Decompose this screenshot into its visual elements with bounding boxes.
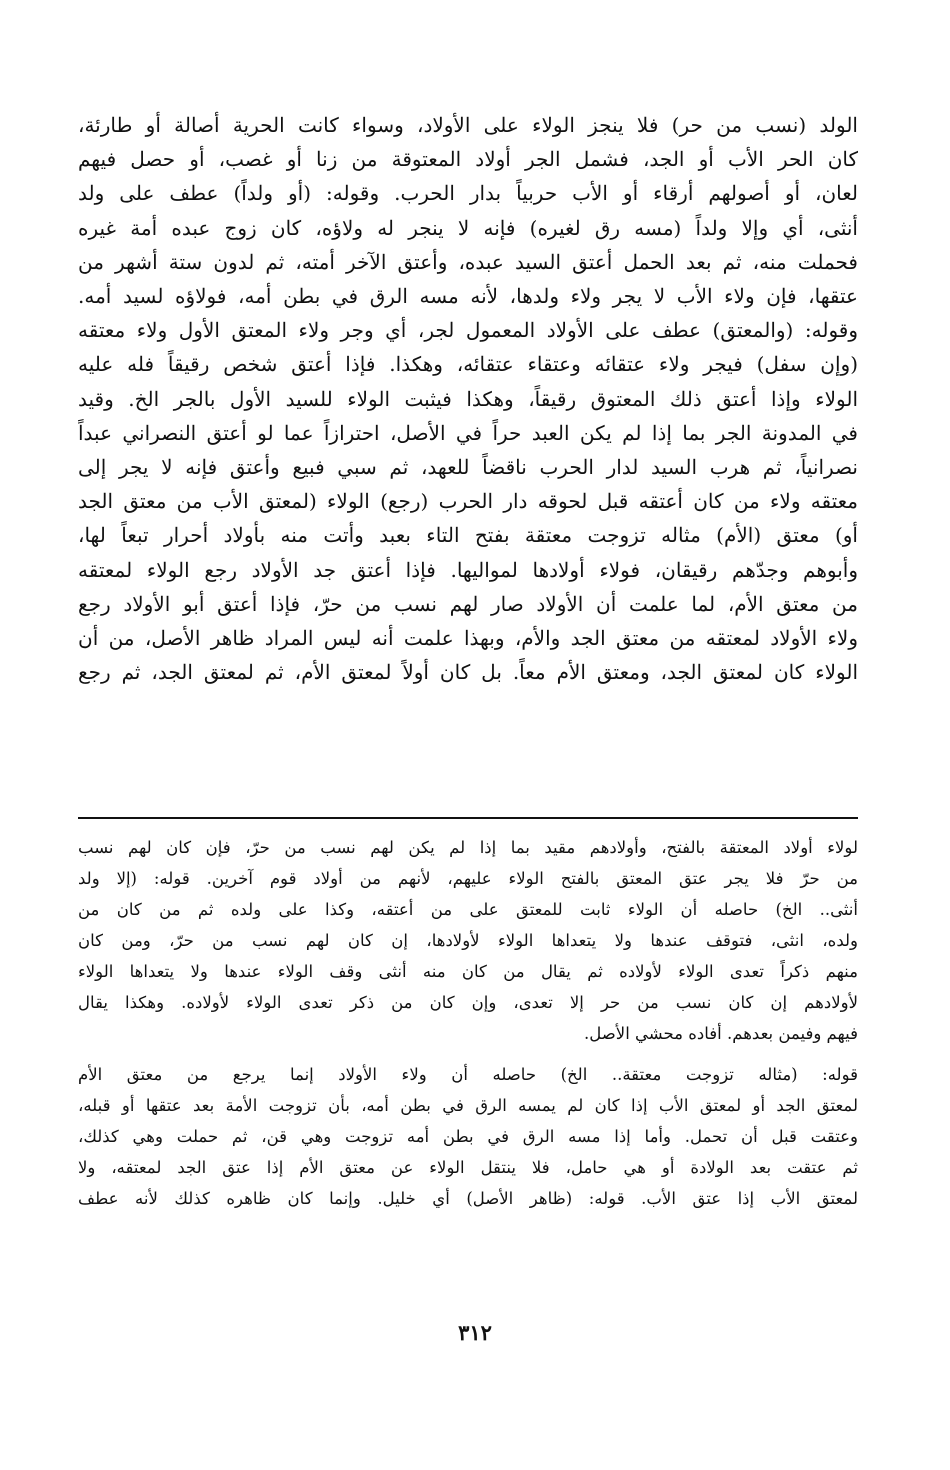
footnote-line: لولاء أولاد المعتقة بالفتح، وأولادهم مقيد بما إذا لم يكن لهم نسب من حرّ، فإن كان لهم نسب [78, 838, 858, 857]
main-text-line: أو) معتق (الأم) مثاله تزوجت معتقة بفتح التاء بعبد وأتت منه بأولاد أحرار تبعاً لها، [78, 523, 858, 548]
footnote-line: لمعتق الأب إذا عتق الأب. قوله: (ظاهر الأصل) أي خليل. وإنما كان ظاهره كذلك لأنه عطف [78, 1189, 858, 1208]
main-text-block [78, 108, 858, 689]
footnote-line: ولده، انثى، فتوقف عندها ولا يتعداها الولاء لأولادها، إن كان لهم نسب من حرّ، ومن كان [78, 931, 858, 950]
main-text-line: نصرانياً، ثم هرب السيد لدار الحرب ناقضاً للعهد، ثم سبي فبيع وأعتق فإنه لا يجر إلى [78, 455, 858, 480]
footnote-2 [78, 1059, 858, 1214]
footnotes-block [78, 832, 858, 1214]
main-text-line: الولاء كان لمعتق الجد، ومعتق الأم معاً. بل كان أولاً لمعتق الأم، ثم لمعتق الجد، ثم رجع [78, 660, 858, 685]
main-text-line: الولاء وإذا أعتق ذلك المعتوق رقيقاً، وهكذا فيثبت الولاء للسيد الأول بالجر الخ. وقيد [78, 386, 858, 411]
footnote-line: من حرّ فلا يجر عتق المعتق بالفتح الولاء عليهم، لأنهم من أولاد قوم آخرين. قوله: (إلا ولد [78, 869, 858, 888]
footnote-line: منهم ذكراً تعدى الولاء لأولاده ثم يقال من كان منه أنثى وقف الولاء عندها ولا يتعداها الولاء [78, 962, 858, 981]
footnote-1 [78, 832, 858, 1049]
main-text-line: لعان، أو أصولهم أرقاء أو الأب حربياً بدار الحرب. وقوله: (أو ولداً) عطف على ولد [78, 181, 858, 206]
main-text-line: كان الحر الأب أو الجد، فشمل الجر أولاد المعتوقة من زنا أو غصب، أو حصل فيهم [78, 147, 858, 172]
main-text-line: وقوله: (والمعتق) عطف على الأولاد المعمول لجر، أي وجر ولاء المعتق الأول ولاء معتقه [78, 318, 858, 343]
footnote-line: وعتقت قبل أن تحمل. وأما إذا مسه الرق في بطن أمه تزوجت وهي قن، ثم حملت وهي كذلك، [78, 1127, 858, 1146]
main-text-line: من معتق الأم، لما علمت أن الأولاد صار لهم نسب من حرّ، فإذا أعتق أبو الأولاد رجع [78, 591, 858, 616]
main-text-line: معتقه ولاء من كان أعتقه قبل لحوقه دار الحرب (رجع) الولاء (لمعتق الأب من معتق الجد [78, 489, 858, 514]
footnote-line: قوله: (مثاله تزوجت معتقة.. الخ) حاصله أن ولاء الأولاد إنما يرجع من معتق الأم [78, 1065, 858, 1084]
footnote-line: ثم عتقت بعد الولادة أو هي حامل، فلا ينتقل الولاء عن معتق الأم إذا عتق الجد لمعتقه، ولا [78, 1158, 858, 1177]
page-number: ٣١٢ [458, 1320, 492, 1345]
main-text-line: في المدونة الجر بما إذا لم يكن العبد حراً في الأصل، احترازاً عما لو أعتق النصراني عبداً [78, 420, 858, 445]
main-text-line: الولد (نسب من حر) فلا ينجز الولاء على الأولاد، وسواء كانت الحرية أصالة أو طارئة، [78, 113, 858, 137]
footnote-line: لمعتق الجد أو لمعتق الأب إذا كان لم يمسه الرق في بطن أمه، بأن تزوجت الأمة بعد عتقها أو قبله، [78, 1096, 858, 1115]
footnote-line: فيهم وفيمن بعدهم. أفاده محشي الأصل. [584, 1024, 858, 1043]
main-text-line: (وإن سفل) فيجر ولاء عتقائه وعتقاء عتقائه، وهكذا. فإذا أعتق شخص رقيقاً فله عليه [78, 352, 858, 377]
main-text-line: عتقها، فإن ولاء الأب لا يجر ولاء ولدها، لأنه مسه الرق في بطن أمه، فولاؤه لسيد أمه. [78, 284, 858, 309]
footnote-divider [78, 817, 858, 819]
main-text-line: أنثى، أي وإلا ولداً (مسه رق لغيره) فإنه لا ينجر له ولاؤه، كان زوج عبده أمة غيره [78, 215, 858, 240]
main-text-line: ولاء الأولاد لمعتقه من معتق الجد والأم، وبهذا علمت أنه ليس المراد ظاهر الأصل، من أن [78, 626, 858, 651]
footnote-line: لأولادهم إن كان نسب من حر إلا تعدى، وإن كان من ذكر تعدى الولاء لأولاده. وهكذا يقال [78, 993, 858, 1012]
main-text-line: فحملت منه، ثم بعد الحمل أعتق السيد عبده، وأعتق الآخر أمته، ثم لدون ستة أشهر من [78, 249, 858, 274]
main-text-line: وأبوهم وجدّهم رقيقان، فولاء أولادها لمواليها. فإذا أعتق جد الأولاد رجع الولاء لمعتقه [78, 557, 858, 582]
footnote-line: أنثى.. الخ) حاصله أن الولاء ثابت للمعتق على من أعتقه، وكذا على ولده ثم من كان من [78, 900, 858, 919]
